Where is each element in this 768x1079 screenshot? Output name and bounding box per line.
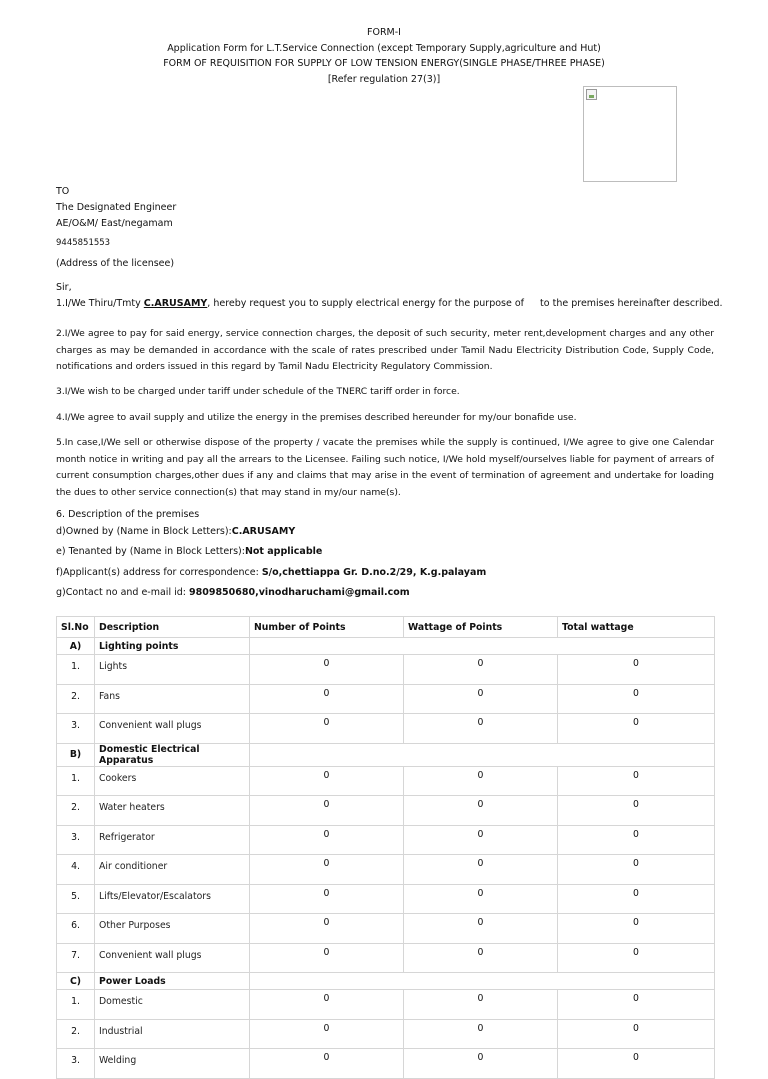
load-details-table bbox=[56, 616, 715, 1079]
clause-4: 4.I/We agree to avail supply and utilize the energy in the premises described hereunder for my/our bonafide use. bbox=[56, 412, 577, 423]
row-wattage-of-points: 0 bbox=[404, 655, 558, 685]
row-wattage-of-points: 0 bbox=[404, 1049, 558, 1079]
row-total-wattage: 0 bbox=[558, 884, 715, 914]
group-empty-cell bbox=[250, 743, 715, 766]
address-note: (Address of the licensee) bbox=[56, 258, 175, 269]
row-description: Convenient wall plugs bbox=[95, 943, 250, 973]
row-total-wattage: 0 bbox=[558, 796, 715, 826]
row-wattage-of-points: 0 bbox=[404, 884, 558, 914]
contact-info-label: g)Contact no and e-mail id: bbox=[56, 587, 189, 598]
table-body bbox=[57, 638, 715, 1079]
group-empty-cell bbox=[250, 638, 715, 655]
address-engineer: The Designated Engineer bbox=[56, 202, 177, 213]
row-description: Refrigerator bbox=[95, 825, 250, 855]
row-description: Industrial bbox=[95, 1019, 250, 1049]
row-sl: 3. bbox=[57, 1049, 95, 1079]
row-description: Water heaters bbox=[95, 796, 250, 826]
row-number-of-points: 0 bbox=[250, 684, 404, 714]
form-header bbox=[0, 25, 768, 87]
row-sl: 2. bbox=[57, 684, 95, 714]
row-sl: 2. bbox=[57, 796, 95, 826]
row-wattage-of-points: 0 bbox=[404, 825, 558, 855]
row-sl: 2. bbox=[57, 1019, 95, 1049]
row-number-of-points: 0 bbox=[250, 766, 404, 796]
row-sl: 6. bbox=[57, 914, 95, 944]
correspondence-address bbox=[56, 567, 486, 578]
row-number-of-points: 0 bbox=[250, 825, 404, 855]
row-sl: 4. bbox=[57, 855, 95, 885]
row-number-of-points: 0 bbox=[250, 1019, 404, 1049]
row-description: Other Purposes bbox=[95, 914, 250, 944]
row-total-wattage: 0 bbox=[558, 684, 715, 714]
form-number: FORM-I bbox=[367, 27, 401, 38]
row-wattage-of-points: 0 bbox=[404, 990, 558, 1020]
clause-5: 5.In case,I/We sell or otherwise dispose of the property / vacate the premises while the supply is continued, I/We agree to give one Calendar month notice in writing and pay all the arrears to the Licensee. Failing such notice, I/We hold myself/ourselves liable for payment of arrears of current consumption charges,other dues if any and claims that may arise in the event of termination of agreement and undertake for loading the dues to other service connection(s) that may stand in my/our name(s). bbox=[56, 437, 714, 498]
table-row bbox=[57, 655, 715, 685]
row-wattage-of-points: 0 bbox=[404, 684, 558, 714]
group-label: Lighting points bbox=[95, 638, 250, 655]
table-row bbox=[57, 914, 715, 944]
header-sl-no: Sl.No bbox=[57, 617, 95, 638]
group-label: Domestic Electrical Apparatus bbox=[95, 743, 250, 766]
clause-1-suffix: to the premises hereinafter described. bbox=[537, 298, 723, 309]
applicant-name: C.ARUSAMY bbox=[143, 298, 208, 309]
address-office: AE/O&M/ East/negamam bbox=[56, 218, 173, 229]
clause-2: 2.I/We agree to pay for said energy, service connection charges, the deposit of such security, meter rent,development charges and any other charges as may be demanded in accordance with the scale of rates prescribed under Tamil Nadu Electricity Distribution Code, Supply Code, notifications and orders issued in this regard by Tamil Nadu Electricity Regulatory Commission. bbox=[56, 328, 714, 372]
row-wattage-of-points: 0 bbox=[404, 1019, 558, 1049]
table-row bbox=[57, 714, 715, 744]
row-description: Convenient wall plugs bbox=[95, 714, 250, 744]
row-description: Welding bbox=[95, 1049, 250, 1079]
row-sl: 5. bbox=[57, 884, 95, 914]
table-row bbox=[57, 943, 715, 973]
tenanted-by-value: Not applicable bbox=[244, 546, 323, 557]
row-description: Domestic bbox=[95, 990, 250, 1020]
row-wattage-of-points: 0 bbox=[404, 855, 558, 885]
row-total-wattage: 0 bbox=[558, 766, 715, 796]
table-row bbox=[57, 796, 715, 826]
row-sl: 3. bbox=[57, 714, 95, 744]
row-total-wattage: 0 bbox=[558, 825, 715, 855]
regulation-reference: [Refer regulation 27(3)] bbox=[327, 73, 441, 85]
row-total-wattage: 0 bbox=[558, 855, 715, 885]
row-sl: 3. bbox=[57, 825, 95, 855]
table-row bbox=[57, 884, 715, 914]
tenanted-by-label: e) Tenanted by (Name in Block Letters): bbox=[56, 546, 245, 557]
table-row bbox=[57, 766, 715, 796]
premises-title: 6. Description of the premises bbox=[56, 509, 200, 520]
contact-info-value: 9809850680,vinodharuchami@gmail.com bbox=[189, 587, 410, 598]
row-number-of-points: 0 bbox=[250, 855, 404, 885]
table-group-row bbox=[57, 638, 715, 655]
row-number-of-points: 0 bbox=[250, 796, 404, 826]
clause-1 bbox=[56, 298, 723, 309]
broken-image-icon bbox=[586, 89, 597, 100]
group-sl: C) bbox=[57, 973, 95, 990]
row-description: Lights bbox=[95, 655, 250, 685]
row-sl: 7. bbox=[57, 943, 95, 973]
table-header-row bbox=[57, 617, 715, 638]
row-wattage-of-points: 0 bbox=[404, 714, 558, 744]
photo-placeholder bbox=[583, 86, 677, 182]
owned-by-label: d)Owned by (Name in Block Letters): bbox=[56, 526, 232, 537]
row-total-wattage: 0 bbox=[558, 1049, 715, 1079]
correspondence-address-value: S/o,chettiappa Gr. D.no.2/29, K.g.palayam bbox=[261, 567, 487, 578]
table-row bbox=[57, 990, 715, 1020]
header-description: Description bbox=[95, 617, 250, 638]
row-description: Cookers bbox=[95, 766, 250, 796]
table-row bbox=[57, 684, 715, 714]
row-total-wattage: 0 bbox=[558, 914, 715, 944]
owned-by-value: C.ARUSAMY bbox=[231, 526, 296, 537]
salutation: Sir, bbox=[56, 282, 72, 293]
group-sl: A) bbox=[57, 638, 95, 655]
row-description: Lifts/Elevator/Escalators bbox=[95, 884, 250, 914]
group-label: Power Loads bbox=[95, 973, 250, 990]
form-subtitle: FORM OF REQUISITION FOR SUPPLY OF LOW TENSION ENERGY(SINGLE PHASE/THREE PHASE) bbox=[163, 58, 605, 69]
owned-by bbox=[56, 526, 295, 537]
table-row bbox=[57, 1019, 715, 1049]
header-wattage-of-points: Wattage of Points bbox=[404, 617, 558, 638]
table-group-row bbox=[57, 743, 715, 766]
row-number-of-points: 0 bbox=[250, 943, 404, 973]
table-group-row bbox=[57, 973, 715, 990]
row-number-of-points: 0 bbox=[250, 1049, 404, 1079]
header-total-wattage: Total wattage bbox=[558, 617, 715, 638]
row-sl: 1. bbox=[57, 990, 95, 1020]
row-total-wattage: 0 bbox=[558, 1019, 715, 1049]
address-phone: 9445851553 bbox=[56, 238, 111, 248]
tenanted-by bbox=[56, 546, 322, 557]
table-row bbox=[57, 825, 715, 855]
row-description: Fans bbox=[95, 684, 250, 714]
row-total-wattage: 0 bbox=[558, 990, 715, 1020]
row-wattage-of-points: 0 bbox=[404, 914, 558, 944]
group-empty-cell bbox=[250, 973, 715, 990]
clause-3: 3.I/We wish to be charged under tariff under schedule of the TNERC tariff order in force. bbox=[56, 386, 460, 397]
table-row bbox=[57, 855, 715, 885]
row-number-of-points: 0 bbox=[250, 655, 404, 685]
row-number-of-points: 0 bbox=[250, 990, 404, 1020]
address-to: TO bbox=[56, 186, 70, 197]
row-wattage-of-points: 0 bbox=[404, 796, 558, 826]
row-sl: 1. bbox=[57, 766, 95, 796]
correspondence-address-label: f)Applicant(s) address for correspondence: bbox=[56, 567, 262, 578]
row-total-wattage: 0 bbox=[558, 943, 715, 973]
row-wattage-of-points: 0 bbox=[404, 766, 558, 796]
row-wattage-of-points: 0 bbox=[404, 943, 558, 973]
table-row bbox=[57, 1049, 715, 1079]
row-total-wattage: 0 bbox=[558, 714, 715, 744]
row-sl: 1. bbox=[57, 655, 95, 685]
header-number-of-points: Number of Points bbox=[250, 617, 404, 638]
row-number-of-points: 0 bbox=[250, 914, 404, 944]
row-number-of-points: 0 bbox=[250, 714, 404, 744]
form-title: Application Form for L.T.Service Connection (except Temporary Supply,agriculture and Hut) bbox=[167, 42, 601, 54]
contact-info bbox=[56, 587, 410, 598]
clause-1-mid: , hereby request you to supply electrical energy for the purpose of bbox=[207, 298, 528, 309]
row-number-of-points: 0 bbox=[250, 884, 404, 914]
clause-1-prefix: 1.I/We Thiru/Tmty bbox=[56, 298, 144, 309]
row-total-wattage: 0 bbox=[558, 655, 715, 685]
row-description: Air conditioner bbox=[95, 855, 250, 885]
group-sl: B) bbox=[57, 743, 95, 766]
